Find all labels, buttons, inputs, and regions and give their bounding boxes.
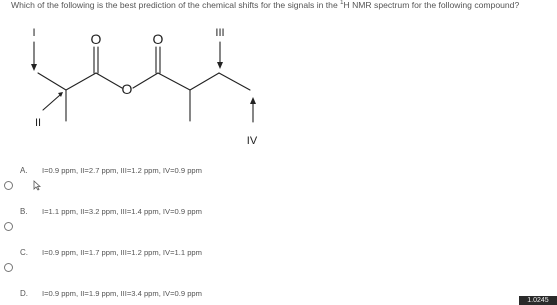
- bond: [219, 73, 250, 90]
- bond: [133, 73, 158, 88]
- carbonyl-oxygen-2: O: [152, 31, 164, 47]
- label-II: II: [34, 117, 42, 129]
- option-c-letter: C.: [20, 248, 28, 257]
- bond: [158, 73, 190, 90]
- carbonyl-oxygen-1: O: [90, 31, 102, 47]
- bond: [190, 73, 219, 90]
- arrow-icon: [43, 95, 60, 110]
- bond: [38, 73, 66, 90]
- label-III: III: [215, 27, 225, 39]
- option-b-text: I=1.1 ppm, II=3.2 ppm, III=1.4 ppm, IV=0.9 ppm: [42, 207, 202, 216]
- mouse-pointer-icon: [33, 180, 41, 191]
- label-I: I: [32, 27, 36, 39]
- option-d-text: I=0.9 ppm, II=1.9 ppm, III=3.4 ppm, IV=0.9 ppm: [42, 289, 202, 298]
- radio-button-icon[interactable]: [4, 222, 13, 231]
- option-b-letter: B.: [20, 207, 28, 216]
- label-IV: IV: [246, 135, 258, 147]
- ester-oxygen: O: [121, 81, 133, 97]
- radio-button-icon[interactable]: [4, 263, 13, 272]
- radio-button-icon[interactable]: [4, 181, 13, 190]
- bond: [96, 73, 122, 88]
- question-text: Which of the following is the best prediction of the chemical shifts for the signals in the $^1$H NMR spectrum for the following compound?: [11, 0, 520, 10]
- bond: [66, 73, 96, 90]
- option-d-letter: D.: [20, 289, 28, 298]
- corner-badge: 1.0245: [519, 296, 557, 305]
- option-a-letter: A.: [20, 166, 28, 175]
- option-c-text: I=0.9 ppm, II=1.7 ppm, III=1.2 ppm, IV=1.1 ppm: [42, 248, 202, 257]
- option-a-text: I=0.9 ppm, II=2.7 ppm, III=1.2 ppm, IV=0.9 ppm: [42, 166, 202, 175]
